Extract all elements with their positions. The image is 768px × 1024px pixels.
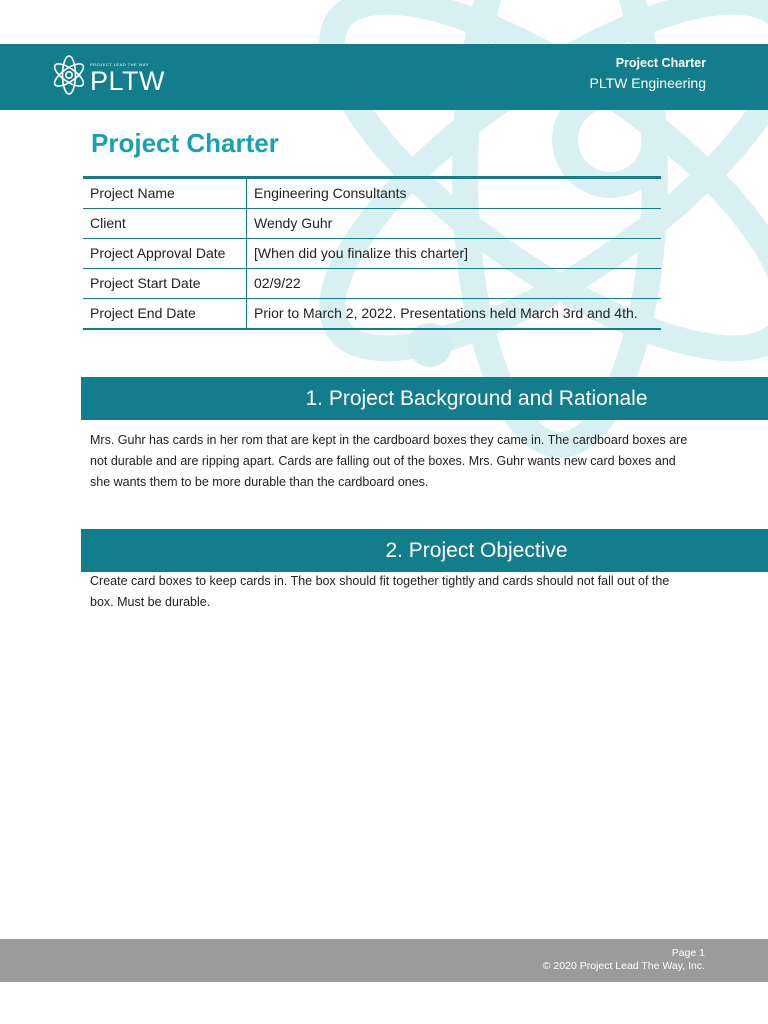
table-row xyxy=(83,269,661,299)
header-bar xyxy=(0,44,768,110)
charter-table xyxy=(83,176,661,330)
section-heading-background xyxy=(81,377,768,420)
table-value: Engineering Consultants xyxy=(247,178,662,209)
table-row xyxy=(83,239,661,269)
table-row xyxy=(83,299,661,330)
footer-bar xyxy=(0,939,768,982)
copyright: © 2020 Project Lead The Way, Inc. xyxy=(542,960,705,972)
table-value: Wendy Guhr xyxy=(247,209,662,239)
header-title: Project Charter xyxy=(615,56,706,70)
atom-icon xyxy=(50,52,88,98)
logo-tagline: PROJECT LEAD THE WAY xyxy=(90,62,149,67)
section-body-background: Mrs. Guhr has cards in her rom that are kept in the cardboard boxes they came in. The cardboard boxes are not durable and are ripping apart. Cards are falling out of the boxes. Mrs. Guhr wants new card boxes and she wants them to be more durable than the cardboard ones. xyxy=(90,433,688,489)
table-row xyxy=(83,178,661,209)
section-heading-objective xyxy=(81,529,768,572)
header-subtitle: PLTW Engineering xyxy=(589,75,706,91)
logo-text: PLTW xyxy=(90,66,165,96)
table-label: Project End Date xyxy=(83,299,247,330)
page-title: Project Charter xyxy=(91,128,279,158)
table-value: 02/9/22 xyxy=(247,269,662,299)
table-label: Project Approval Date xyxy=(83,239,247,269)
table-label: Client xyxy=(83,209,247,239)
section-heading-text: 2. Project Objective xyxy=(385,539,568,562)
section-heading-text: 1. Project Background and Rationale xyxy=(305,387,648,410)
table-label: Project Start Date xyxy=(83,269,247,299)
table-value: [When did you finalize this charter] xyxy=(247,239,662,269)
pltw-logo xyxy=(50,52,180,98)
page-number: Page 1 xyxy=(671,947,705,959)
footer-text xyxy=(543,947,705,973)
section-body-objective: Create card boxes to keep cards in. The box should fit together tightly and cards should not fall out of the box. Must be durable. xyxy=(90,574,670,609)
table-row xyxy=(83,209,661,239)
header-right xyxy=(590,55,706,95)
table-value: Prior to March 2, 2022. Presentations held March 3rd and 4th. xyxy=(247,299,662,330)
table-label: Project Name xyxy=(83,178,247,209)
